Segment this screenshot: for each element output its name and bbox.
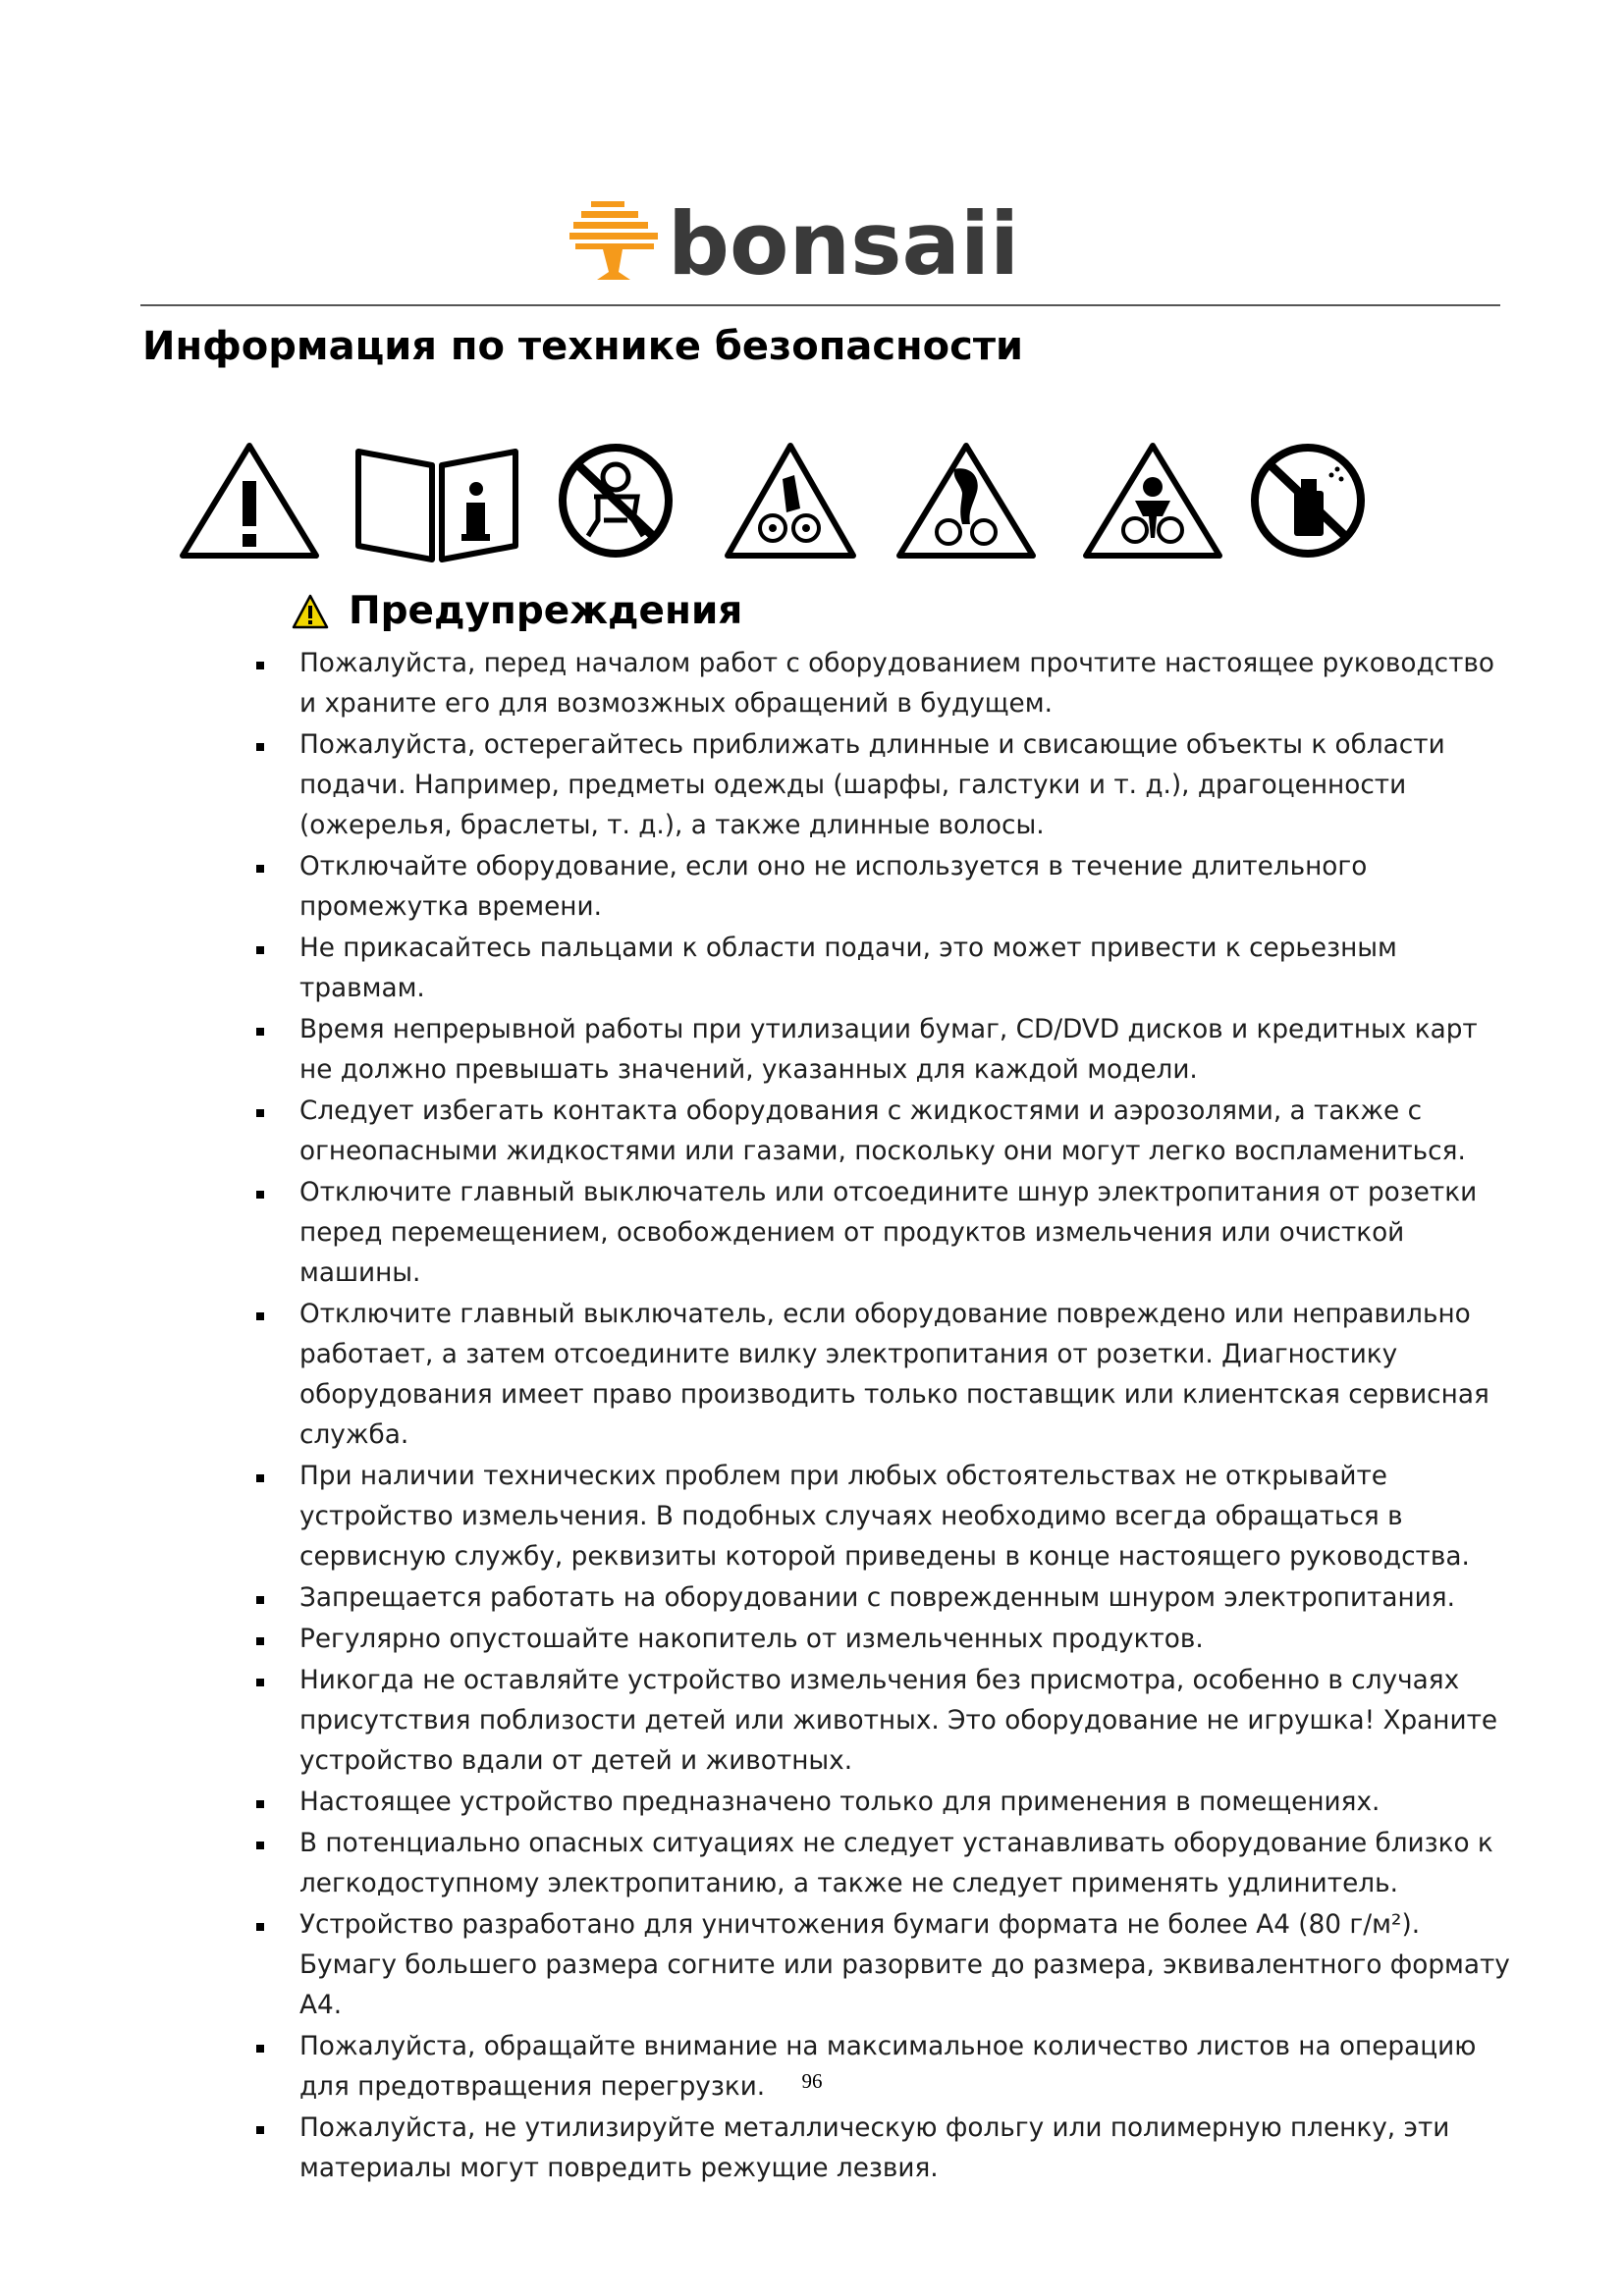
list-item: Запрещается работать на оборудовании с поврежденным шнуром электропитания. (250, 1578, 1512, 1619)
list-item: Настоящее устройство предназначено только для применения в помещениях. (250, 1783, 1512, 1823)
list-item: Отключите главный выключатель, если оборудование повреждено или неправильно работает, а затем отсоедините вилку электропитания от розетки. Диагностику оборудования имеет право производить только поставщик или клиентская сервисная служба. (250, 1295, 1512, 1456)
hair-entanglement-icon (893, 440, 1039, 562)
read-manual-icon (353, 440, 520, 562)
no-children-icon (555, 440, 677, 562)
list-item: Пожалуйста, перед началом работ с оборудованием прочтите настоящее руководство и храните его для возмозжных обращений в будущем. (250, 644, 1512, 724)
safety-icon-row (177, 440, 1389, 562)
bonsai-tree-icon (569, 201, 658, 280)
warnings-list (250, 644, 1512, 2190)
list-item: Никогда не оставляйте устройство измельчения без присмотра, особенно в случаях присутствия поблизости детей или животных. Это оборудование не игрушка! Храните устройство вдали от детей и животных. (250, 1661, 1512, 1782)
warnings-heading (292, 589, 742, 633)
header-rule (140, 304, 1500, 306)
tie-entanglement-icon (1080, 440, 1225, 562)
list-item: Регулярно опустошайте накопитель от измельченных продуктов. (250, 1620, 1512, 1660)
list-item: Устройство разработано для уничтожения бумаги формата не более А4 (80 г/м²). Бумагу большего размера согните или разорвите до размера, эквивалентного формату А4. (250, 1905, 1512, 2026)
general-warning-icon (177, 440, 322, 562)
list-item: Не прикасайтесь пальцами к области подачи, это может привести к серьезным травмам. (250, 929, 1512, 1009)
brand-name: bonsaii (668, 193, 1020, 290)
list-item: Отключите главный выключатель или отсоедините шнур электропитания от розетки перед перемещением, освобождением от продуктов измельчения или очисткой машины. (250, 1173, 1512, 1294)
list-item: При наличии технических проблем при любых обстоятельствах не открывайте устройство измельчения. В подобных случаях необходимо всегда обращаться в сервисную службу, реквизиты которой приведены в конце настоящего руководства. (250, 1457, 1512, 1577)
list-item: Пожалуйста, не утилизируйте металлическую фольгу или полимерную пленку, эти материалы могут повредить режущие лезвия. (250, 2109, 1512, 2189)
page-number: 96 (801, 2069, 823, 2093)
hand-entanglement-icon (722, 440, 859, 562)
warning-triangle-icon (292, 594, 329, 629)
list-item: Время непрерывной работы при утилизации бумаг, CD/DVD дисков и кредитных карт не должно превышать значений, указанных для каждой модели. (250, 1010, 1512, 1091)
no-aerosol-icon (1247, 440, 1370, 562)
list-item: Отключайте оборудование, если оно не используется в течение длительного промежутка времени. (250, 847, 1512, 928)
bonsaii-logo (569, 191, 1080, 290)
warnings-title: Предупреждения (349, 589, 743, 633)
list-item: Следует избегать контакта оборудования с жидкостями и аэрозолями, а также с огнеопасными жидкостями или газами, поскольку они могут легко воспламениться. (250, 1092, 1512, 1172)
list-item: В потенциально опасных ситуациях не следует устанавливать оборудование близко к легкодоступному электропитанию, а также не следует применять удлинитель. (250, 1824, 1512, 1904)
page-title: Информация по технике безопасности (142, 324, 1024, 369)
list-item: Пожалуйста, обращайте внимание на максимальное количество листов на операцию для предотвращения перегрузки. (250, 2027, 1512, 2108)
list-item: Пожалуйста, остерегайтесь приближать длинные и свисающие объекты к области подачи. Например, предметы одежды (шарфы, галстуки и т. д.), драгоценности (ожерелья, браслеты, т. д.), а также длинные волосы. (250, 725, 1512, 846)
